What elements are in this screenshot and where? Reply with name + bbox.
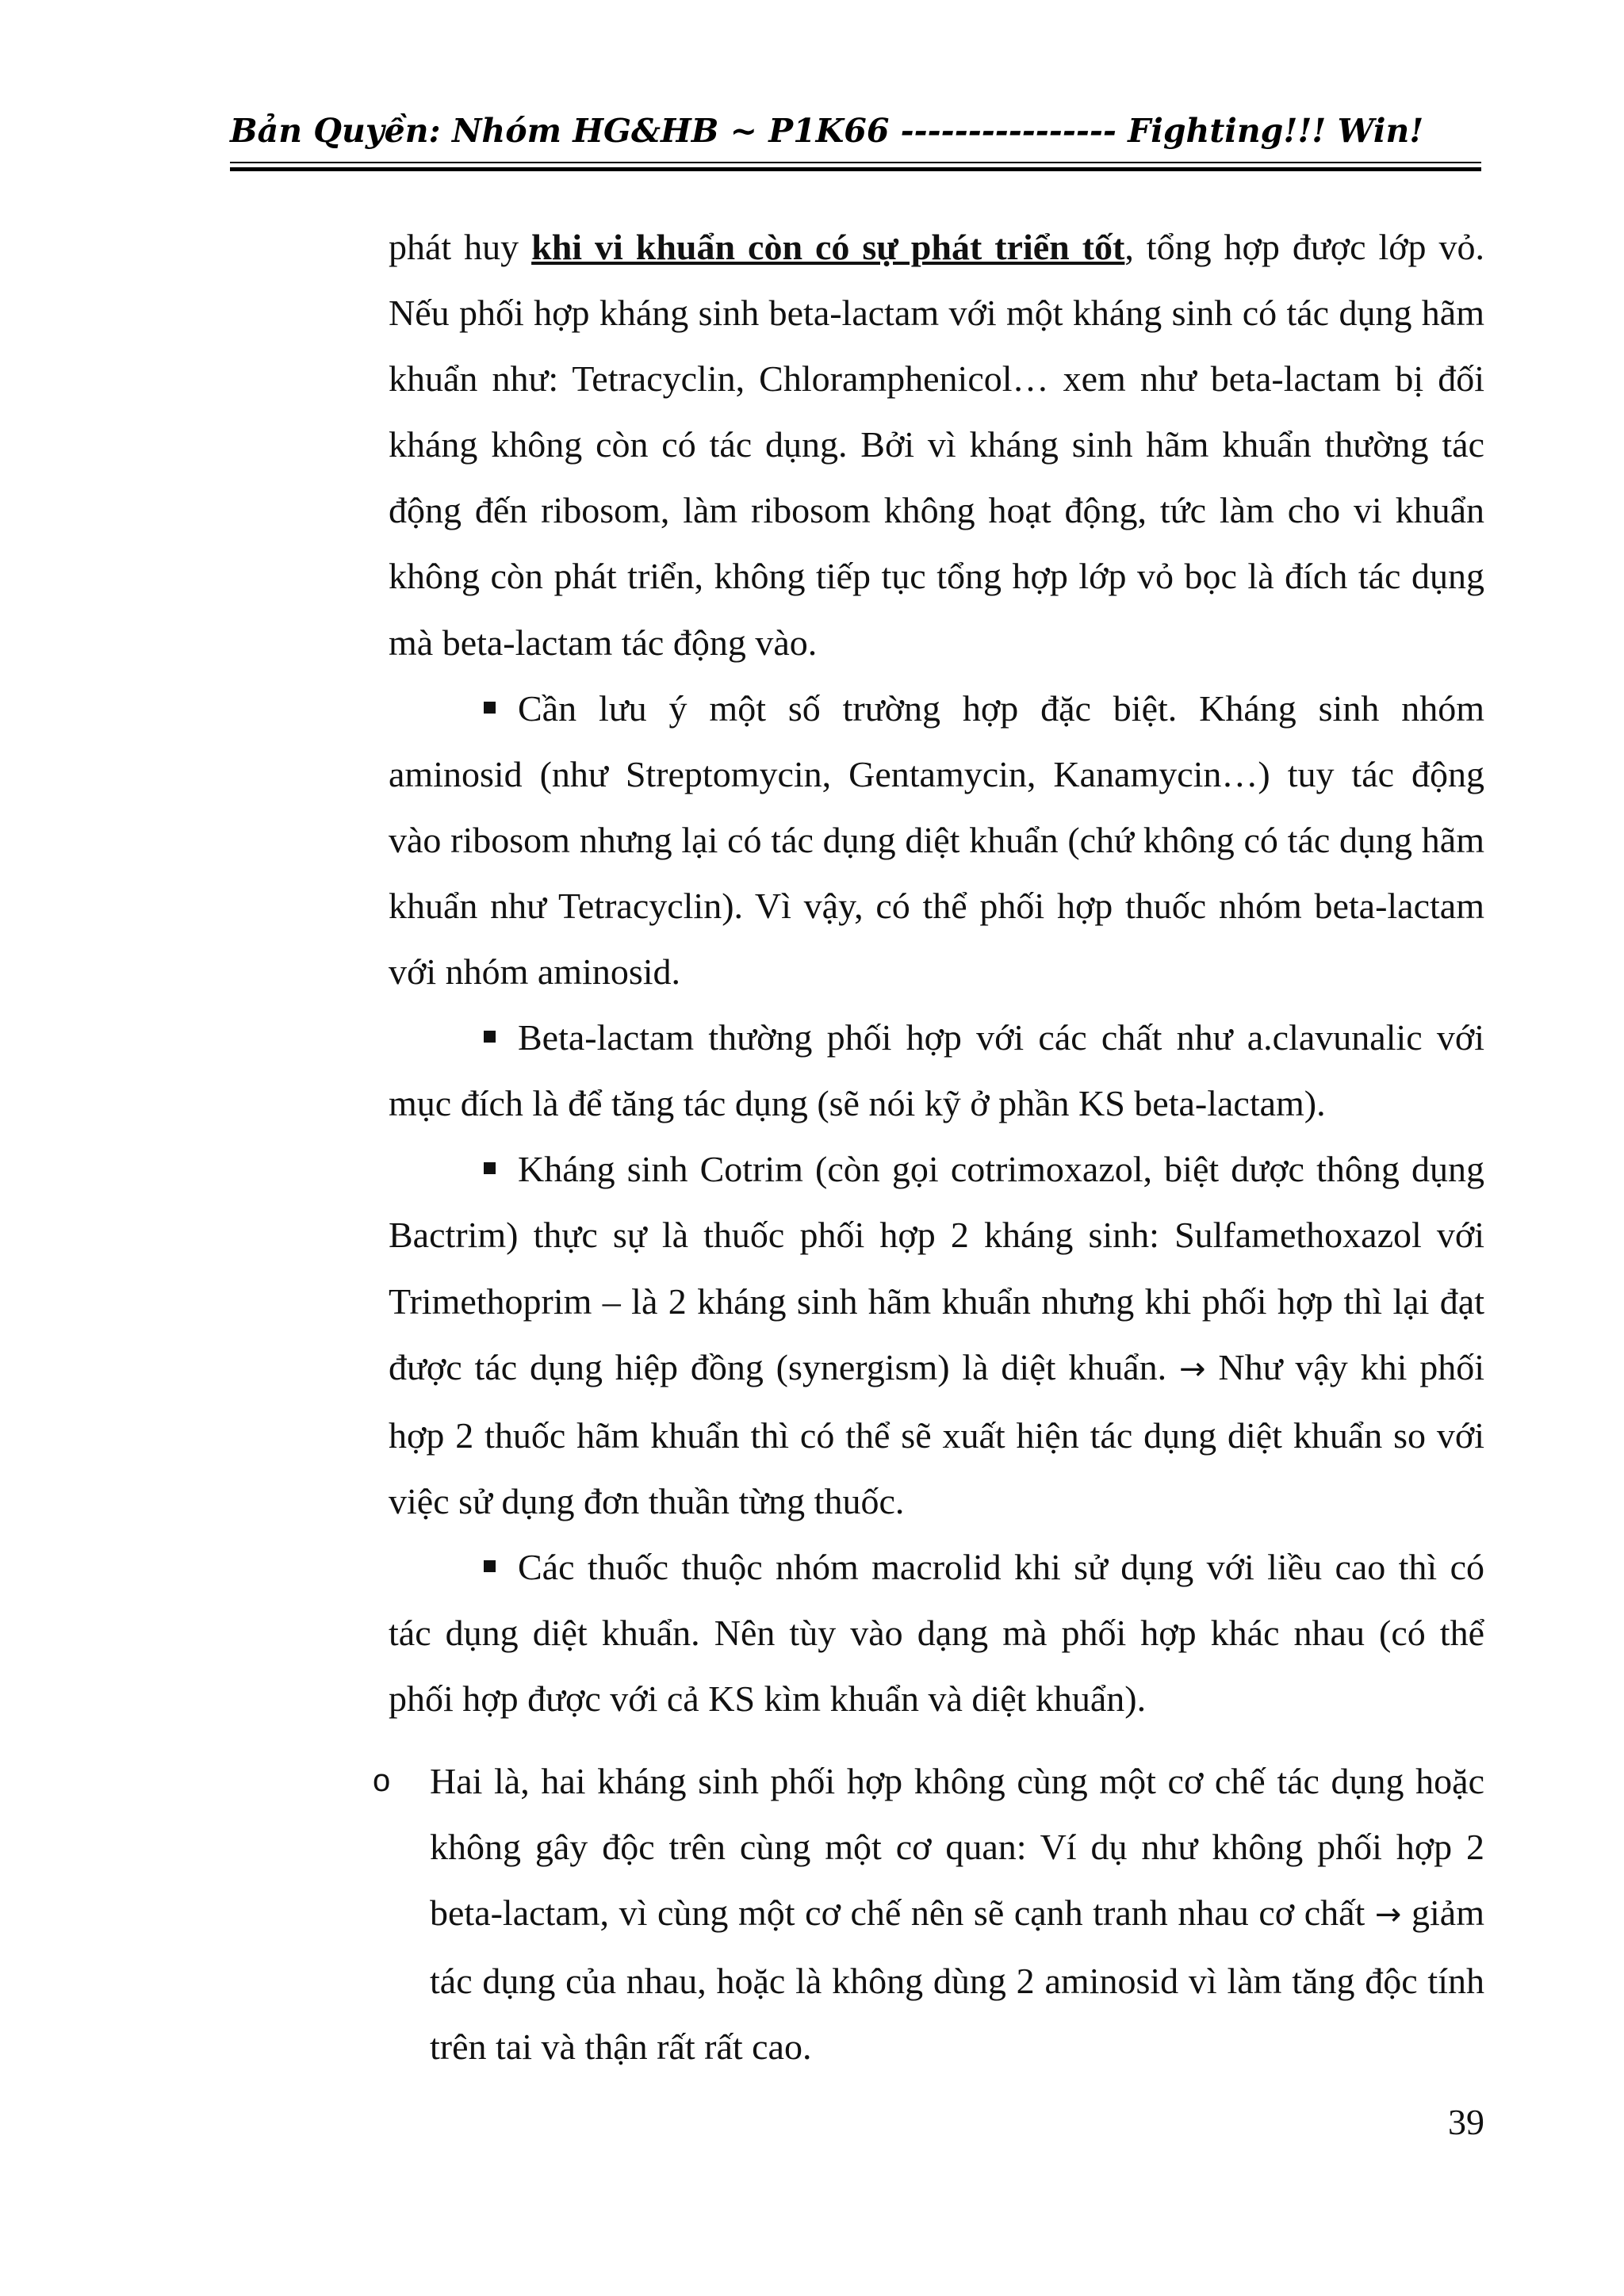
page-header: Bản Quyền: Nhóm HG&HB ~ P1K66 ---------------- Fighting!!! Win! — [230, 112, 1424, 150]
bullet-text-after: Như vậy khi phối hợp 2 thuốc hãm khuẩn thì có thể sẽ xuất hiện tác dụng diệt khuẩn so với việc sử dụng đơn thuần từng thuốc. — [389, 1346, 1485, 1521]
body-content — [389, 214, 1484, 1732]
page-number: 39 — [1448, 2102, 1484, 2142]
intro-emphasis: khi vi khuẩn còn có sự phát triển tốt — [531, 227, 1125, 267]
sub-item-text-after: giảm tác dụng của nhau, hoặc là không dùng 2 aminosid vì làm tăng độc tính trên tai và thận rất rất cao. — [430, 1892, 1485, 2068]
intro-paragraph — [389, 214, 1484, 675]
sub-item-text-before: Hai là, hai kháng sinh phối hợp không cùng một cơ chế tác dụng hoặc không gây độc trên cùng một cơ quan: Ví dụ như không phối hợp 2 beta-lactam, vì cùng một cơ chế nên sẽ cạnh tranh nhau cơ chất — [430, 1761, 1484, 1934]
bullet-text: Cần lưu ý một số trường hợp đặc biệt. Kháng sinh nhóm aminosid (như Streptomycin, Gentamycin, Kanamycin…) tuy tác động vào ribosom nhưng lại có tác dụng diệt khuẩn (chứ không có tác dụng hãm khuẩn như Tetracyclin). Vì vậy, có thể phối hợp thuốc nhóm beta-lactam với nhóm aminosid. — [389, 687, 1484, 993]
sub-item-text — [430, 1748, 1484, 2080]
bullet-text: Kháng sinh Cotrim (còn gọi cotrimoxazol, biệt dược thông dụng Bactrim) thực sự là thuốc phối hợp 2 kháng sinh: Sulfamethoxazol với Trimethoprim – là 2 kháng sinh hãm khuẩn nhưng khi phối hợp thì lại đạt được tác dụng hiệp đồng (synergism) là diệt khuẩn. — [389, 1149, 1484, 1387]
bullet-paragraph-3 — [389, 1136, 1484, 1534]
square-bullet-icon — [484, 1162, 496, 1174]
hollow-circle-bullet-icon: o — [373, 1763, 391, 1798]
intro-prefix: phát huy — [389, 227, 532, 267]
bullet-paragraph-4 — [389, 1534, 1484, 1732]
bullet-paragraph-1 — [389, 675, 1484, 1004]
square-bullet-icon — [484, 1031, 496, 1043]
sub-list-item — [373, 1748, 1484, 2080]
bullet-text: Beta-lactam thường phối hợp với các chất như a.clavunalic với mục đích là để tăng tác dụng (sẽ nói kỹ ở phần KS beta-lactam). — [389, 1017, 1484, 1124]
intro-rest: , tổng hợp được lớp vỏ. Nếu phối hợp kháng sinh beta-lactam với một kháng sinh có tác dụng hãm khuẩn như: Tetracyclin, Chloramphenicol… xem như beta-lactam bị đối kháng không còn có tác dụng. Bởi vì kháng sinh hãm khuẩn thường tác động đến ribosom, làm ribosom không hoạt động, tức làm cho vi khuẩn không còn phát triển, không tiếp tục tổng hợp lớp vỏ bọc là đích tác dụng mà beta-lactam tác động vào. — [389, 227, 1485, 663]
bullet-text: Các thuốc thuộc nhóm macrolid khi sử dụng với liều cao thì có tác dụng diệt khuẩn. Nên tùy vào dạng mà phối hợp khác nhau (có thể phối hợp được với cả KS kìm khuẩn và diệt khuẩn). — [389, 1546, 1484, 1720]
square-bullet-icon — [484, 702, 496, 714]
right-arrow-icon: → — [1179, 1350, 1206, 1387]
right-arrow-icon: → — [1374, 1896, 1402, 1934]
square-bullet-icon — [484, 1560, 496, 1572]
header-rule-thick — [230, 167, 1481, 171]
bullet-paragraph-2 — [389, 1004, 1484, 1136]
header-rule-thin — [230, 162, 1481, 163]
